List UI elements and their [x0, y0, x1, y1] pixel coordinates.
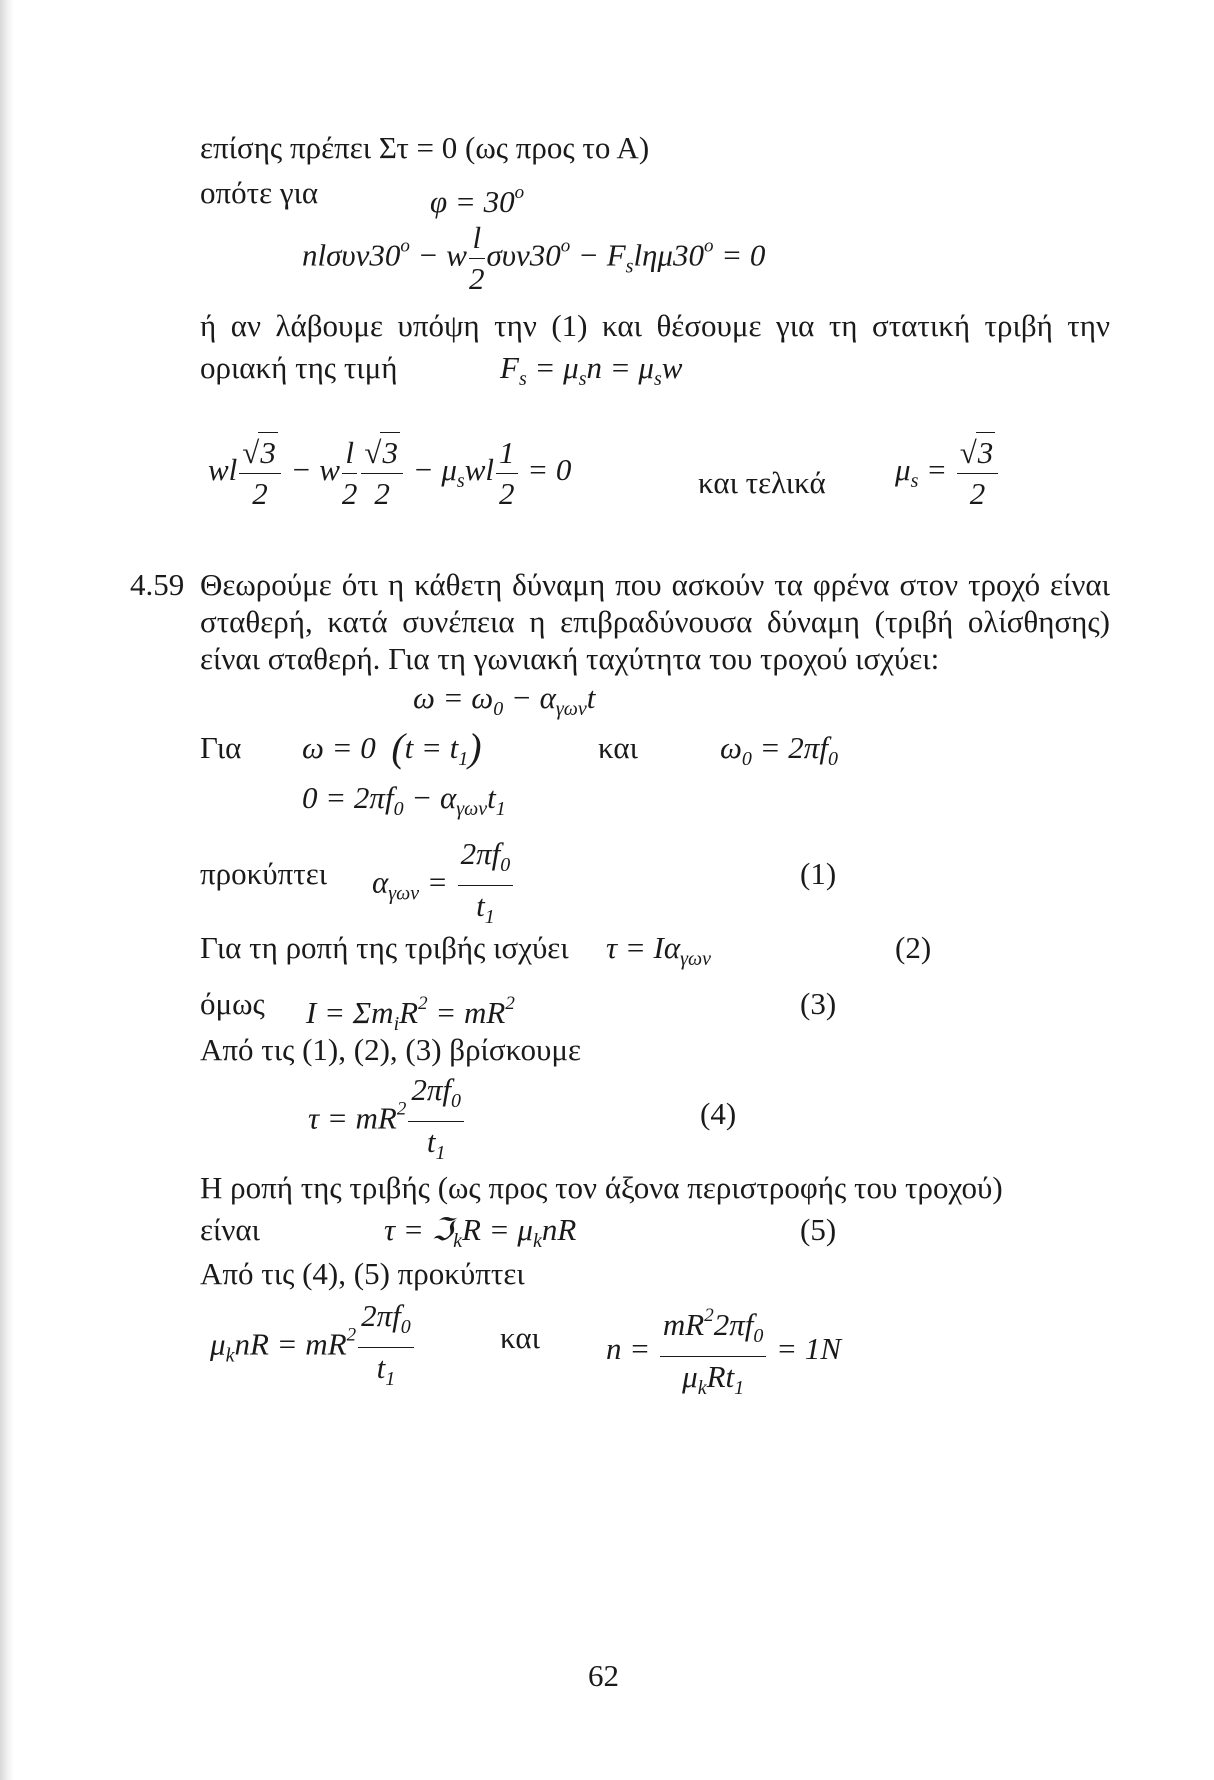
problem-line-1: Θεωρούμε ότι η κάθετη δύναμη που ασκούν τα φρένα στον τροχό είναι [200, 567, 1110, 602]
torque-equation: $\tau = I\alpha_{\gamma\omega\nu}$ [606, 930, 711, 970]
phi-equation: $\varphi = 30^o$ [430, 182, 525, 219]
equation-tag-4: (4) [700, 1096, 737, 1131]
mu-s-result: $\mu_s$ = $\frac{√3}{2}$ [895, 432, 1000, 514]
and-label: και [598, 730, 638, 765]
omega-zero-condition: ω = 0 $(t = t_1)$ [302, 725, 482, 770]
friction-torque-text: Η ροπή της τριβής (ως προς τον άξονα περιστροφής του τροχού) [200, 1170, 1003, 1205]
equation-tag-1: (1) [800, 856, 837, 891]
and-finally-label: και τελικά [698, 465, 826, 500]
problem-line-2: σταθερή, κατά συνέπεια η επιβραδύνουσα δύναμη (τριβή ολίσθησης) [200, 604, 1110, 639]
omega0-equation: $\omega_0 = 2\pi f_0$ [720, 730, 838, 770]
line-phi-condition: οπότε για [200, 175, 319, 210]
zero-equation: $0 = 2\pi f_0 - \alpha_{\gamma\omega\nu}t_1$ [302, 780, 506, 820]
torque-text: Για τη ροπή της τριβής ισχύει [200, 930, 569, 965]
is-label: είναι [200, 1212, 260, 1247]
however-label: όμως [200, 986, 265, 1021]
problem-line-3: είναι σταθερή. Για τη γωνιακή ταχύτητα του τροχού ισχύει: [200, 641, 940, 676]
from-4-5-text: Από τις (4), (5) προκύπτει [200, 1256, 525, 1291]
line-limit-value: οριακή της τιμή [200, 350, 398, 385]
equation-tag-2: (2) [895, 930, 932, 965]
page-number: 62 [588, 1658, 619, 1693]
torque-result-equation: $\tau = mR^2$ $\frac{2\pi f_0}{t_1}$ [308, 1070, 466, 1173]
line-static-friction: ή αν λάβουμε υπόψη την (1) και θέσουμε για τη στατική τριβή την [200, 308, 1110, 343]
friction-torque-equation: τ = ℑ$_k$R = $\mu_knR$ [384, 1212, 577, 1252]
friction-limit-equation: $F_s = \mu_sn = \mu_sw$ [500, 350, 683, 390]
equation-tag-3: (3) [800, 986, 837, 1021]
equation-tag-5: (5) [800, 1212, 837, 1247]
moment-equation: $nl\sigma\upsilon\nu 30^o - w$ $\frac{l}{2}$ $\sigma\upsilon\nu 30^o - F_sl\eta\mu 30^o = 0$ [302, 220, 766, 296]
angular-acceleration-equation: $\alpha_{\gamma\omega\nu}$ = $\frac{2\pi f_0}{t_1}$ [372, 834, 515, 937]
results-label: προκύπτει [200, 856, 328, 891]
problem-number: 4.59 [130, 567, 185, 602]
from-1-2-3-text: Από τις (1), (2), (3) βρίσκουμε [200, 1032, 582, 1067]
balance-equation: wl $\frac{√3}{2}$ − w $\frac{l}{2}$ $\frac{√3}{2}$ − $\mu_swl$ $\frac{1}{2}$ = 0 [208, 432, 571, 514]
normal-force-result: n = $\frac{mR^22\pi f_0}{\mu_kRt_1}$ = 1N [606, 1296, 841, 1408]
omega-equation: $\omega = \omega_0 - \alpha_{\gamma\omega\nu}t$ [413, 680, 596, 720]
and-label-2: και [500, 1320, 540, 1355]
final-equation-1: $\mu_knR = mR^2$ $\frac{2\pi f_0}{t_1}$ [210, 1296, 416, 1399]
for-label: Για [200, 730, 242, 765]
line-torque-condition: επίσης πρέπει Στ = 0 (ως προς το Α) [200, 130, 650, 165]
inertia-equation: $I = \Sigma m_iR^2 = mR^2$ [306, 993, 515, 1035]
page-edge-shadow [0, 0, 14, 1780]
